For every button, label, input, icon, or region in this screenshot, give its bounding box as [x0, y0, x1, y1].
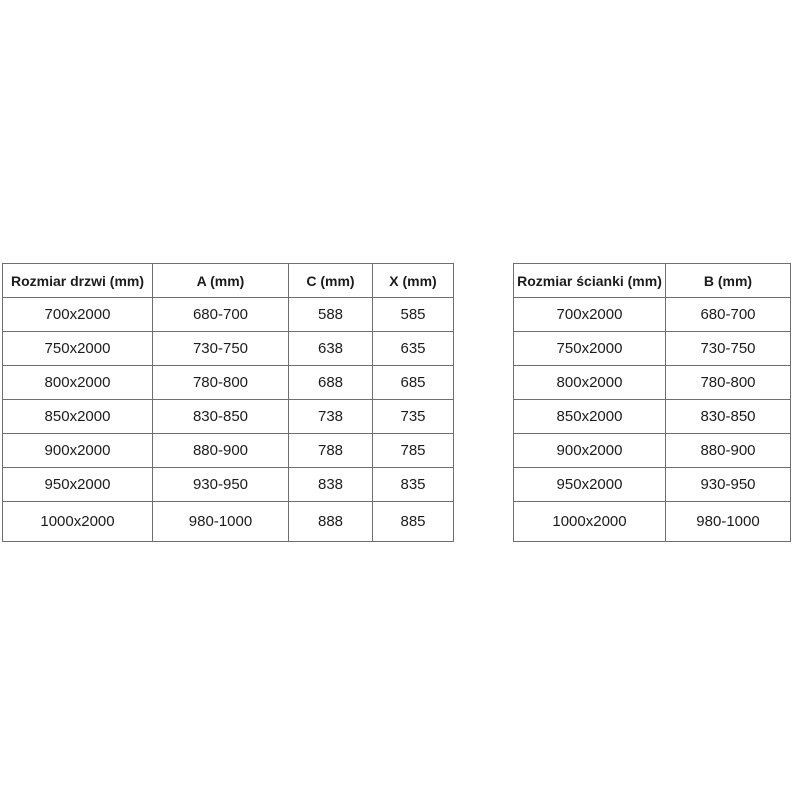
table-cell: 700x2000: [3, 298, 153, 332]
table-cell: 785: [373, 434, 454, 468]
table-cell: 780-800: [666, 366, 791, 400]
table-cell: 800x2000: [3, 366, 153, 400]
table-cell: 635: [373, 332, 454, 366]
table-cell: 680-700: [153, 298, 289, 332]
header-cell: B (mm): [666, 264, 791, 298]
table-cell: 1000x2000: [3, 502, 153, 542]
table-row: [514, 298, 791, 332]
table-row: [3, 332, 454, 366]
table-cell: 980-1000: [666, 502, 791, 542]
door-size-table-header: [3, 264, 454, 298]
table-cell: 730-750: [153, 332, 289, 366]
table-row: [3, 468, 454, 502]
table-cell: 900x2000: [514, 434, 666, 468]
header-cell: C (mm): [289, 264, 373, 298]
table-cell: 685: [373, 366, 454, 400]
table-cell: 638: [289, 332, 373, 366]
table-cell: 930-950: [153, 468, 289, 502]
header-cell: Rozmiar drzwi (mm): [3, 264, 153, 298]
table-cell: 930-950: [666, 468, 791, 502]
table-row: [514, 468, 791, 502]
door-size-table: [2, 263, 454, 542]
table-cell: 888: [289, 502, 373, 542]
header-row: [514, 264, 791, 298]
header-row: [3, 264, 454, 298]
table-row: [3, 400, 454, 434]
table-row: [514, 434, 791, 468]
table-cell: 700x2000: [514, 298, 666, 332]
table-cell: 830-850: [153, 400, 289, 434]
table-cell: 835: [373, 468, 454, 502]
table-cell: 950x2000: [514, 468, 666, 502]
table-cell: 588: [289, 298, 373, 332]
table-cell: 780-800: [153, 366, 289, 400]
table-cell: 585: [373, 298, 454, 332]
table-row: [514, 400, 791, 434]
table-cell: 730-750: [666, 332, 791, 366]
table-row: [514, 502, 791, 542]
header-cell: Rozmiar ścianki (mm): [514, 264, 666, 298]
table-row: [3, 502, 454, 542]
table-cell: 735: [373, 400, 454, 434]
wall-size-table-body: [514, 298, 791, 542]
table-row: [514, 332, 791, 366]
table-cell: 1000x2000: [514, 502, 666, 542]
table-cell: 788: [289, 434, 373, 468]
table-cell: 880-900: [153, 434, 289, 468]
table-cell: 688: [289, 366, 373, 400]
table-row: [3, 434, 454, 468]
door-size-table-body: [3, 298, 454, 542]
table-row: [3, 366, 454, 400]
wall-size-table-header: [514, 264, 791, 298]
table-cell: 680-700: [666, 298, 791, 332]
header-cell: A (mm): [153, 264, 289, 298]
table-cell: 750x2000: [514, 332, 666, 366]
table-cell: 850x2000: [3, 400, 153, 434]
table-cell: 950x2000: [3, 468, 153, 502]
table-cell: 980-1000: [153, 502, 289, 542]
table-cell: 900x2000: [3, 434, 153, 468]
table-cell: 885: [373, 502, 454, 542]
table-cell: 738: [289, 400, 373, 434]
wall-size-table: [513, 263, 791, 542]
table-cell: 838: [289, 468, 373, 502]
table-row: [3, 298, 454, 332]
table-cell: 800x2000: [514, 366, 666, 400]
table-cell: 830-850: [666, 400, 791, 434]
table-cell: 850x2000: [514, 400, 666, 434]
table-cell: 880-900: [666, 434, 791, 468]
header-cell: X (mm): [373, 264, 454, 298]
table-cell: 750x2000: [3, 332, 153, 366]
table-row: [514, 366, 791, 400]
